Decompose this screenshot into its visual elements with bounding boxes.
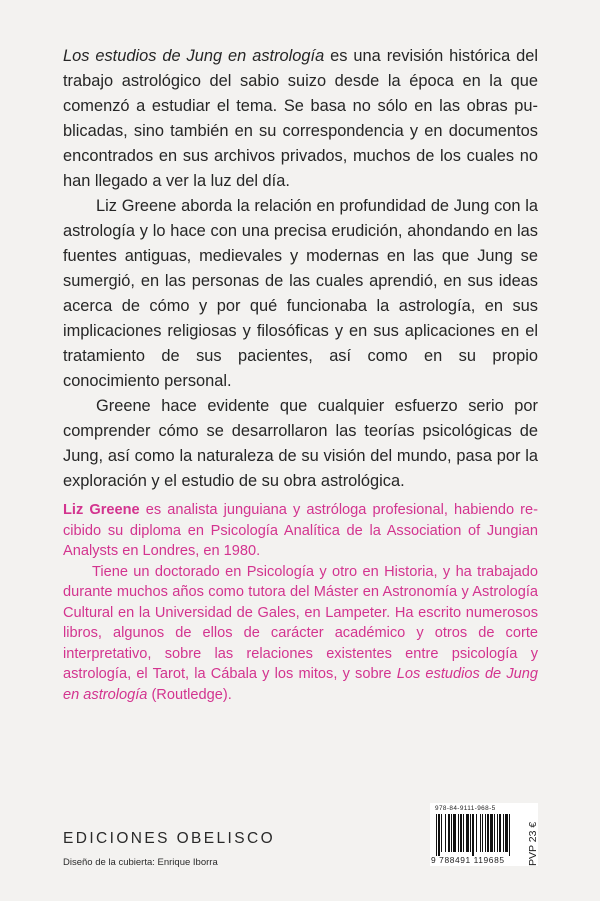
barcode-bar	[494, 814, 495, 852]
barcode-bar	[451, 814, 452, 852]
back-cover-synopsis	[63, 44, 538, 494]
barcode-bar	[476, 814, 477, 852]
price-label: PVP 23 €	[527, 821, 539, 866]
barcode-bar	[445, 814, 446, 852]
barcode-bar	[480, 814, 481, 852]
author-bio-paragraph-2-text: Tiene un doctorado en Psicología y otro en Historia, y ha trabajado durante muchos años como tutora del Máster en Astronomía y Astrología Cultural en la Universidad de Gales, en Lampeter. Ha escrito numerosos libros, algunos de ellos de carácter académico y otros de corte interpretativo, sobre las relaciones existentes entre psicología y astrología, el Tarot, la Cábala y los mitos, y sobre	[63, 563, 538, 682]
barcode-bar	[490, 814, 493, 852]
barcode-bar	[509, 814, 510, 856]
barcode-bar	[466, 814, 469, 852]
barcode-bar	[485, 814, 486, 852]
barcode-bar	[460, 814, 462, 852]
barcode-bar	[448, 814, 450, 852]
barcode-bar	[487, 814, 489, 852]
barcode-bar	[453, 814, 456, 852]
isbn-number: 978-84-9111-968-5	[435, 805, 496, 812]
barcode-bars	[436, 814, 532, 856]
barcode-bar	[505, 814, 508, 852]
cover-design-credit: Diseño de la cubierta: Enrique Iborra	[63, 857, 218, 868]
barcode-bar	[463, 814, 464, 852]
barcode-bar	[441, 814, 442, 852]
barcode-bar	[470, 814, 471, 852]
synopsis-paragraph-2: Liz Greene aborda la relación en profundidad de Jung con la astrología y lo hace con una precisa erudición, ahondando en las fuentes antiguas, medievales y modernas en las que Jung se sumergió, en las personas de las cuales aprendió, en sus ideas acerca de cómo y por qué funcionaba la astrología, en sus implicaciones religiosas y filosóficas y en sus aplicaciones en el tratamiento de sus pacientes, así como en su propio conocimiento personal.	[63, 197, 538, 390]
barcode-bar	[497, 814, 498, 852]
author-name: Liz Greene	[63, 502, 140, 518]
price-label-wrap	[527, 821, 571, 878]
publisher-name: EDICIONES OBELISCO	[63, 830, 276, 847]
author-bio-paragraph-1-text: es analista junguiana y astróloga profesional, habiendo recibido su diploma en Psicología Analítica de la Association of Jungian Analysts en Londres, en 1980.	[63, 502, 539, 559]
author-bio-paragraph-2-end: (Routledge).	[147, 686, 232, 703]
author-bio	[63, 500, 538, 705]
synopsis-paragraph-3: Greene hace evidente que cualquier esfuerzo serio por comprender cómo se desarrollaron las teorías psicológicas de Jung, así como la naturaleza de su visión del mundo, pasa por la exploración y el estudio de su obra astrológica.	[63, 397, 538, 490]
barcode-bar	[499, 814, 501, 852]
barcode-box	[430, 803, 538, 866]
barcode-bar	[438, 814, 440, 856]
barcode-bar	[436, 814, 437, 856]
ean-digits: 9 788491 119685	[431, 855, 505, 865]
author-bio-paragraph-2	[63, 562, 538, 706]
barcode-bar	[482, 814, 483, 852]
barcode-bar	[472, 814, 474, 856]
synopsis-paragraph-1-text: es una revisión histórica del trabajo astrológico del sabio suizo desde la época en la que comenzó a estudiar el tema. Se basa no sólo en las obras publicadas, sino también en su correspondencia y en documentos encontrados en sus archivos privados, muchos de los cuales no han llegado a ver la luz del día.	[63, 47, 539, 190]
author-bio-book-title: Los estudios de Jung en astrología	[63, 666, 538, 703]
synopsis-paragraph-1	[63, 44, 538, 194]
barcode-bar	[458, 814, 459, 852]
author-bio-paragraph-1	[63, 500, 538, 562]
barcode-bar	[503, 814, 504, 852]
book-title-italic: Los estudios de Jung en astrología	[63, 47, 325, 65]
